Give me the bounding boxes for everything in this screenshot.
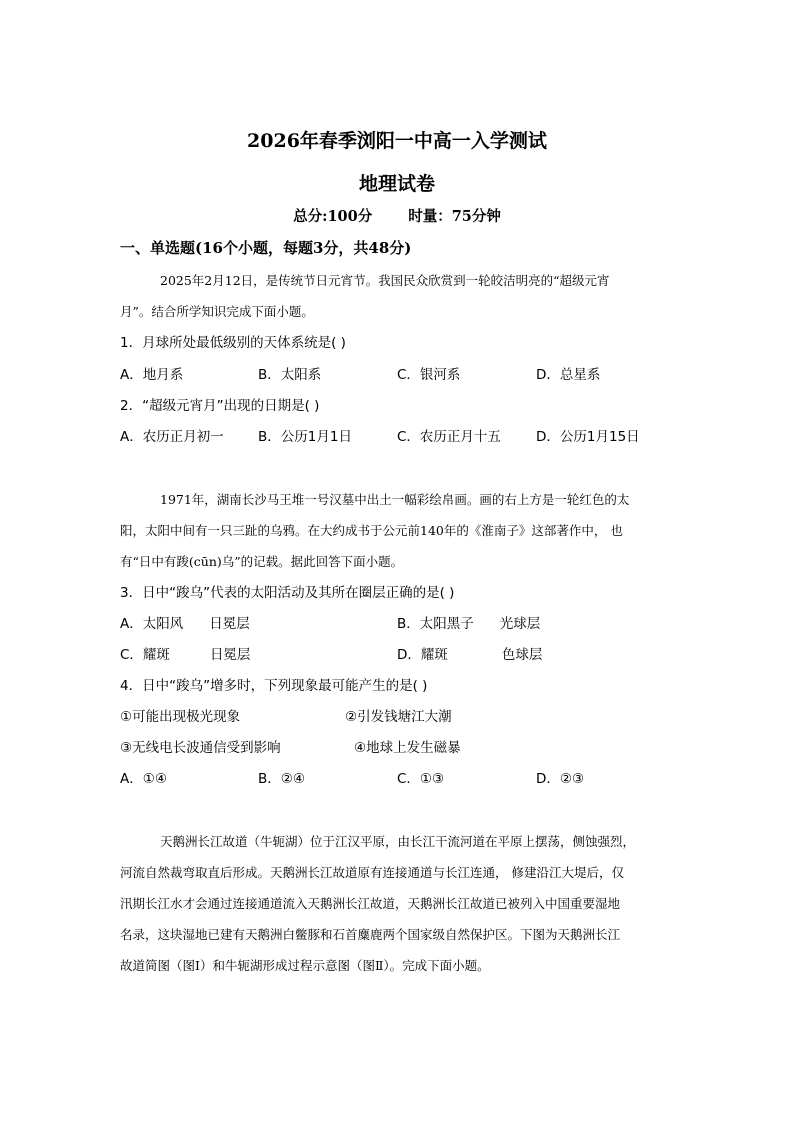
q3-stem: 3．日中“踆乌”代表的太阳活动及其所在圈层正确的是( ) (120, 585, 455, 601)
exam-title: 2026年春季浏阳一中高一入学测试 (247, 130, 547, 152)
q4-option-b: B．②④ (258, 771, 305, 787)
q3-option-c-label: C．耀斑 (120, 647, 170, 663)
q2-option-c: C．农历正月十五 (397, 429, 501, 445)
q4-item-2: ②引发钱塘江大潮 (345, 709, 452, 725)
material3-line: 天鹅洲长江故道（牛轭湖）位于江汉平原，由长江干流河道在平原上摆荡，侧蚀强烈， (160, 834, 636, 849)
q1-option-c: C．银河系 (397, 367, 461, 383)
material1-line: 2025年2月12日，是传统节日元宵节。我国民众欣赏到一轮皎洁明亮的“超级元宵 (160, 273, 610, 288)
material3-line: 河流自然裁弯取直后形成。天鹅洲长江故道原有连接通道与长江连通， 修建沿江大堤后，仅 (120, 865, 624, 880)
q2-option-d: D．公历1月15日 (536, 429, 640, 445)
q2-option-b: B．公历1月1日 (258, 429, 352, 445)
material1-line: 月”。结合所学知识完成下面小题。 (120, 304, 314, 319)
total-score: 总分:100分 (293, 208, 373, 225)
q1-stem: 1．月球所处最低级别的天体系统是( ) (120, 335, 346, 351)
q4-item-3: ③无线电长波通信受到影响 (120, 740, 281, 756)
q1-option-d: D．总星系 (536, 367, 601, 383)
q3-option-b (397, 612, 540, 632)
q3-option-d (397, 643, 542, 663)
q4-option-d: D．②③ (536, 771, 585, 787)
material2-line: 阳，太阳中间有一只三趾的乌鸦。在大约成书于公元前140年的《淮南子》这部著作中， 也 (120, 523, 623, 538)
material2-line: 有“日中有踆(cūn)乌”的记载。据此回答下面小题。 (120, 554, 404, 569)
q1-option-b: B．太阳系 (258, 367, 322, 383)
q3-option-d-label: D．耀斑 (397, 647, 448, 663)
q3-option-c-layer: 日冕层 (209, 647, 251, 663)
q3-option-c (120, 643, 250, 663)
exam-meta (0, 205, 794, 226)
material2-line: 1971年，湖南长沙马王堆一号汉墓中出土一幅彩绘帛画。画的右上方是一轮红色的太 (160, 492, 630, 507)
q3-option-a (120, 612, 250, 632)
q4-option-c: C．①③ (397, 771, 445, 787)
q1-option-a: A．地月系 (120, 367, 184, 383)
q4-item-1: ①可能出现极光现象 (120, 709, 241, 725)
material3-line: 汛期长江水才会通过连接通道流入天鹅洲长江故道，天鹅洲长江故道已被列入中国重要湿地 (120, 896, 621, 911)
q3-option-a-label: A．太阳风 (120, 616, 184, 632)
q2-stem: 2．“超级元宵月”出现的日期是( ) (120, 398, 320, 414)
q3-option-b-layer: 光球层 (499, 616, 541, 632)
q4-option-a: A．①④ (120, 771, 167, 787)
q3-option-b-label: B．太阳黑子 (397, 616, 474, 632)
q4-stem: 4．日中“踆乌”增多时，下列现象最可能产生的是( ) (120, 678, 428, 694)
material3-line: 故道简图（图Ⅰ）和牛轭湖形成过程示意图（图Ⅱ）。完成下面小题。 (120, 958, 490, 973)
q3-option-a-layer: 日冕层 (209, 616, 250, 632)
q3-option-d-layer: 色球层 (501, 647, 543, 663)
time-limit: 时量：75分钟 (408, 208, 501, 225)
q4-item-4: ④地球上发生磁暴 (354, 740, 461, 756)
exam-subtitle: 地理试卷 (358, 173, 435, 195)
q2-option-a: A．农历正月初一 (120, 429, 224, 445)
material3-line: 名录，这块湿地已建有天鹅洲白鳖豚和石首麋鹿两个国家级自然保护区。下图为天鹅洲长江 (120, 927, 621, 942)
section-heading: 一、单选题(16个小题，每题3分，共48分) (120, 239, 412, 257)
